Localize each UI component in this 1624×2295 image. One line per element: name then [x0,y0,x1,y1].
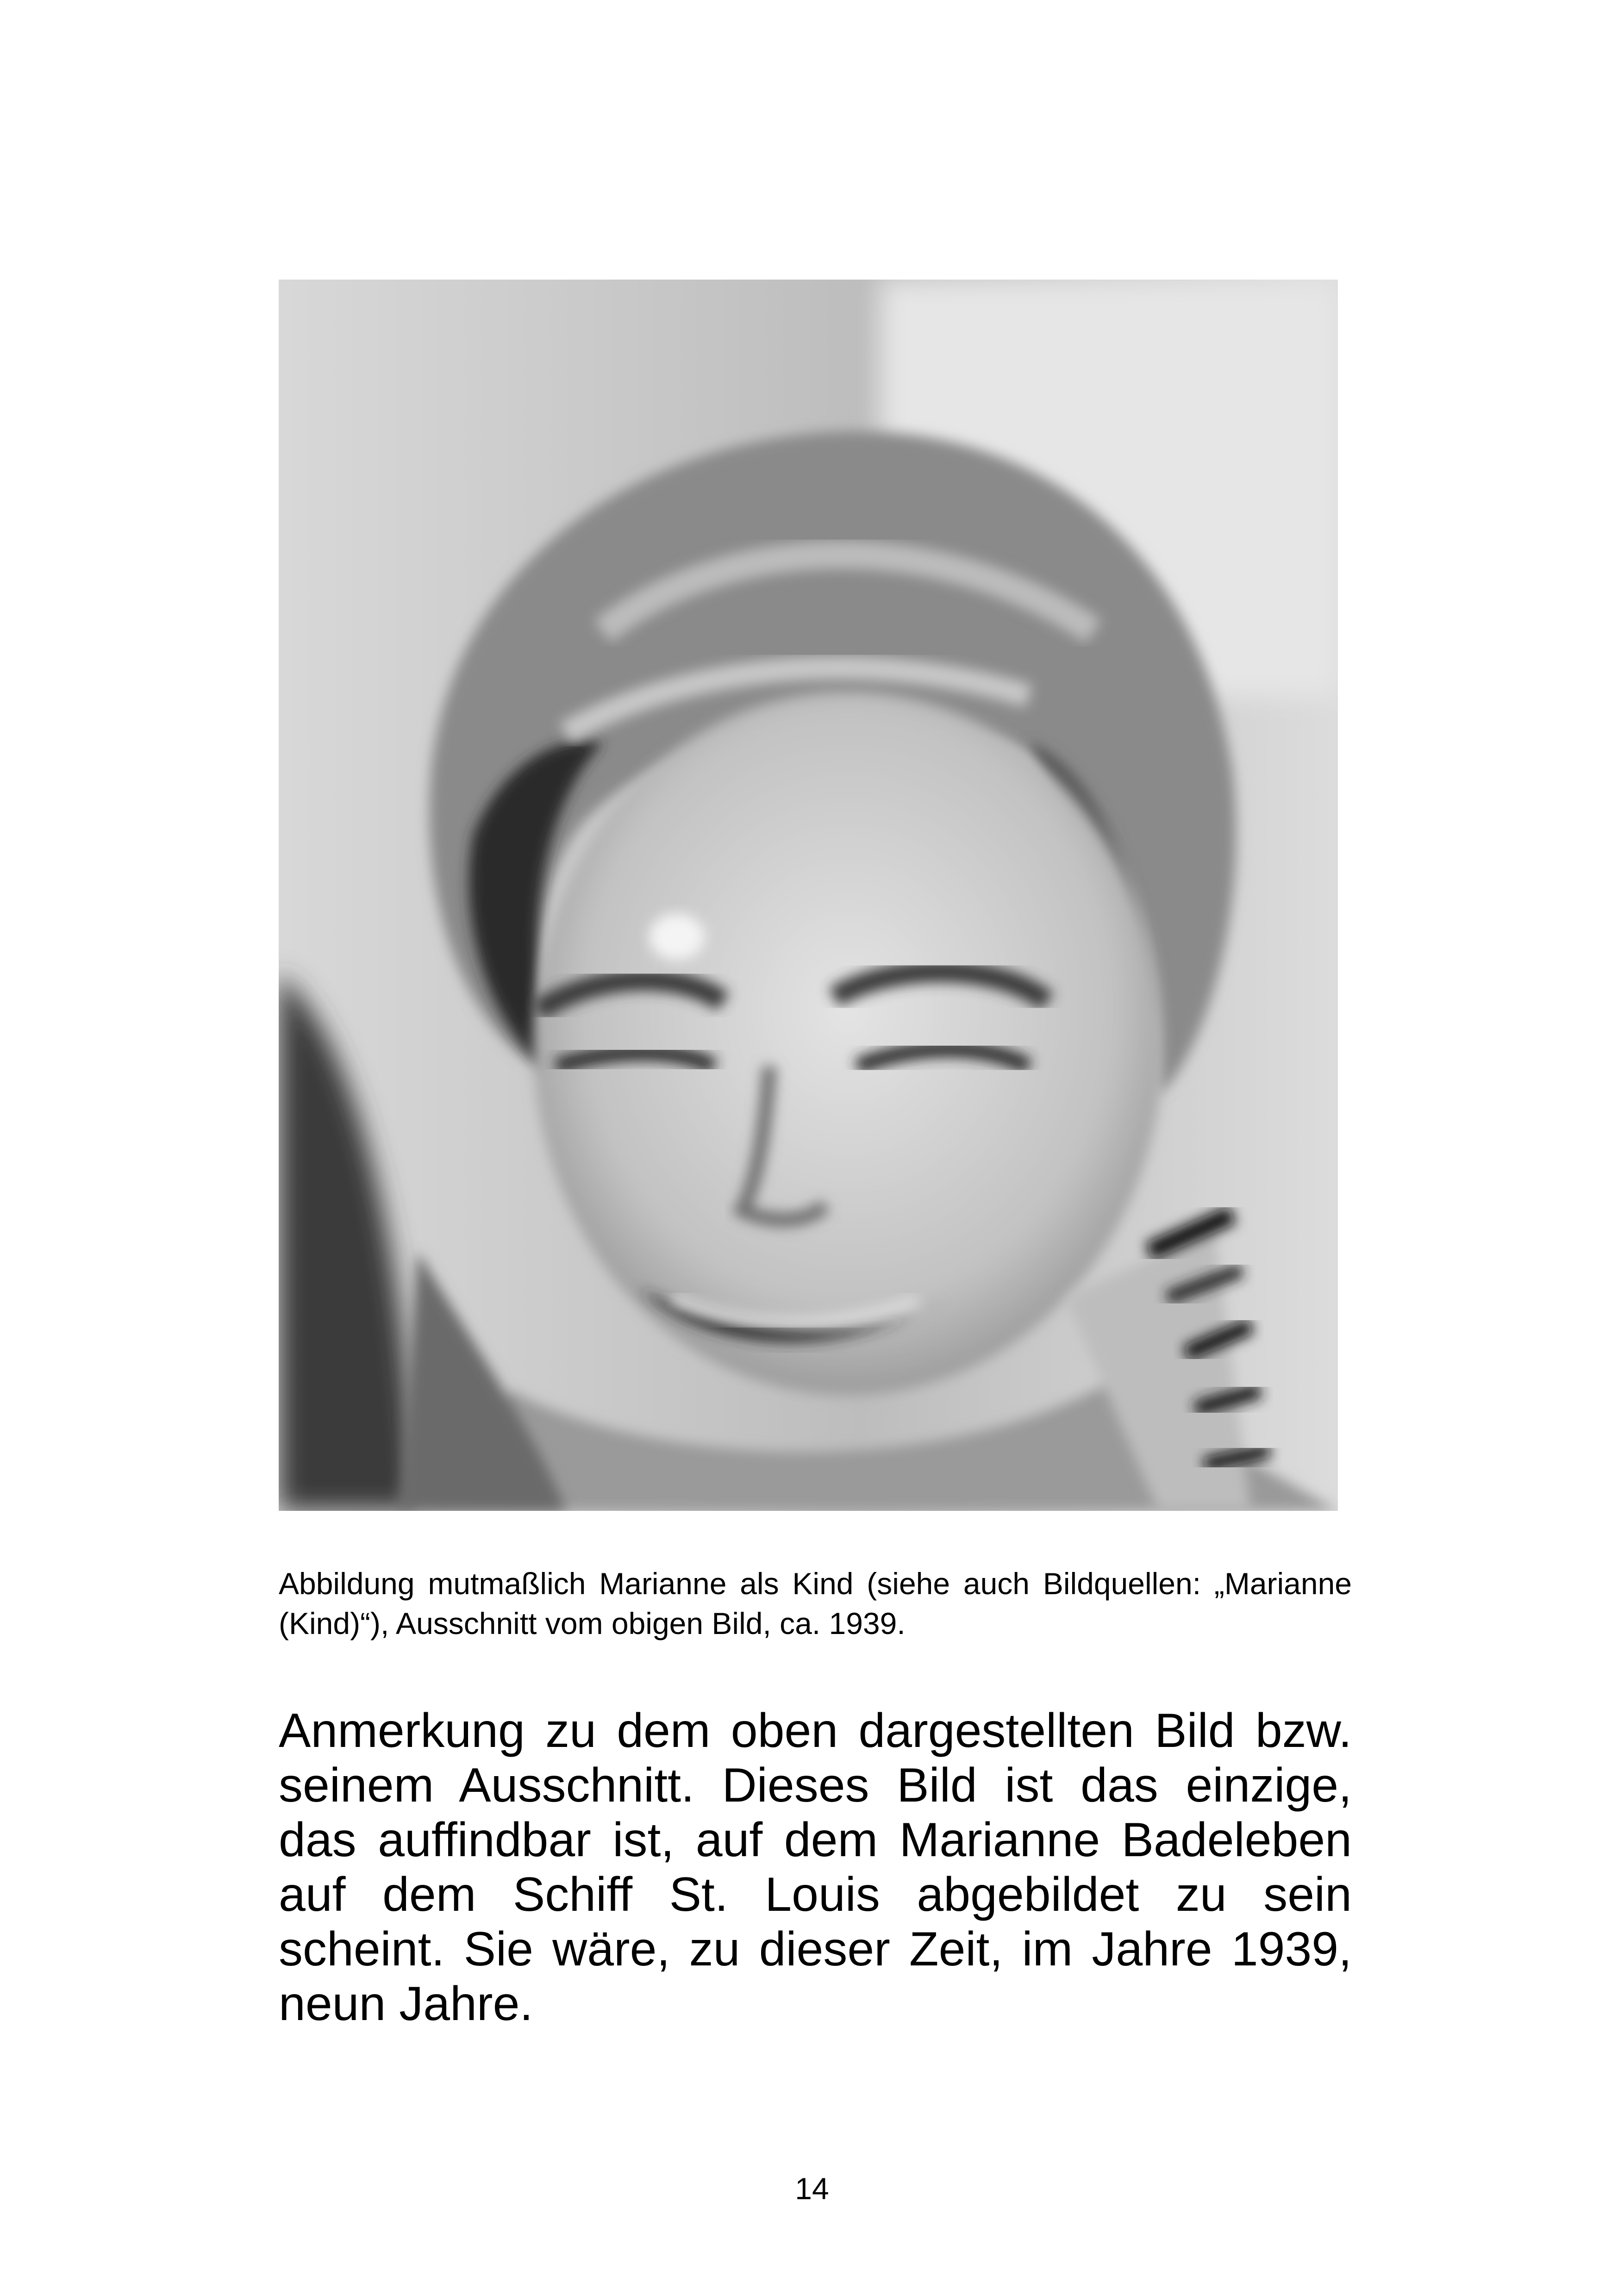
portrait-photo [279,280,1338,1511]
page-number: 14 [795,2171,829,2206]
body-paragraph: Anmerkung zu dem oben dargestellten Bild bzw. seinem Ausschnitt. Dieses Bild ist das einzige, das auffindbar ist, auf dem Marianne Badeleben auf dem Schiff St. Louis abgebildet zu sein scheint. Sie wäre, zu dieser Zeit, im Jahre 1939, neun Jahre. [279,1704,1352,2031]
figure-caption: Abbildung mutmaßlich Marianne als Kind (siehe auch Bildquellen: „Marianne (Kind)“), Ausschnitt vom obigen Bild, ca. 1939. [279,1566,1352,1640]
portrait-photo-graphic [279,280,1338,1511]
